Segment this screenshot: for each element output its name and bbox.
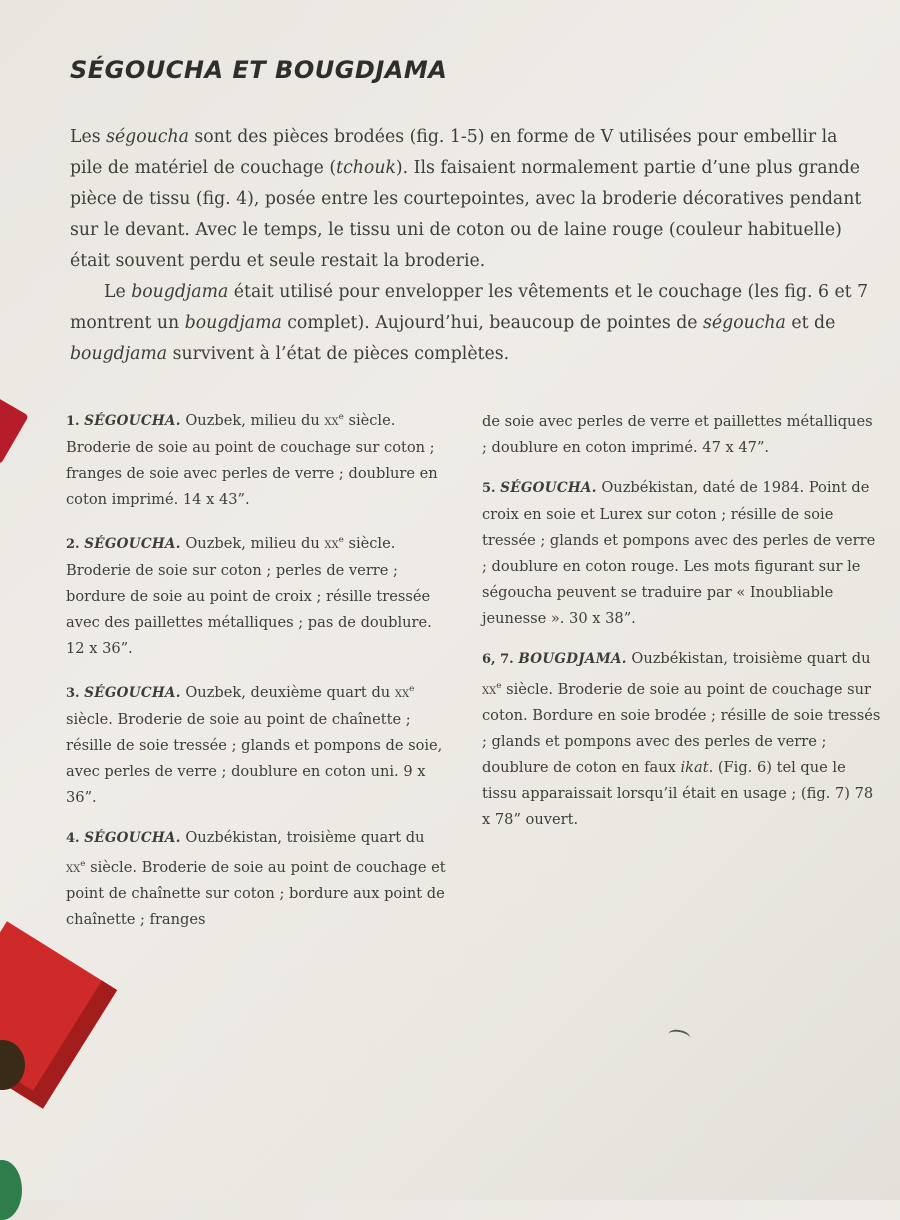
caption-text: Ouzbek, deuxième quart du $xx^e$ siècle. Broderie de soie au point de chaînette ; résille de soie tressée ; glands et pompons de soie, avec perles de verre ; doublure en coton uni. 9 x 36”. (66, 683, 443, 806)
caption-number: 1. (66, 413, 80, 429)
caption-text: Ouzbékistan, troisième quart du $xx^e$ siècle. Broderie de soie au point de couchage et point de chaînette sur coton ; bordure aux point de chaînette ; franges (66, 828, 446, 929)
caption-text: Ouzbékistan, troisième quart du $xx^e$ siècle. Broderie de soie au point de couchage sur coton. Bordure en soie brodée ; résille de soie tressés ; glands et pompons avec des perles de verre ; doublure de coton en faux ikat. (Fig. 6) tel que le tissu apparaissait lorsqu’il était en usage ; (fig. 7) 78 x 78” ouvert. (482, 650, 881, 828)
caption-column-right (482, 409, 882, 847)
caption-label: SÉGOUCHA. (84, 829, 181, 846)
caption-entry (482, 475, 882, 632)
caption-label: SÉGOUCHA. (84, 412, 181, 429)
caption-entry (66, 825, 446, 934)
caption-label: SÉGOUCHA. (500, 480, 597, 496)
page-mark (667, 1028, 691, 1044)
caption-text: Ouzbékistan, daté de 1984. Point de croix en soie et Lurex sur coton ; résille de soie tressée ; glands et pompons avec des perles de verre ; doublure en coton rouge. Les mots figurant sur le ségoucha peuvent se traduire par « Inoubliable jeunesse ». 30 x 38”. (482, 479, 876, 627)
intro-paragraph-2: Le bougdjama était utilisé pour envelopper les vêtements et le couchage (les fig. 6 et 7 montrent un bougdjama complet). Aujourd’hui, beaucoup de pointes de ségoucha et de bougdjama survivent à l’état de pièces complètes. (70, 282, 869, 364)
page-title: SÉGOUCHA ET BOUGDJAMA (70, 56, 448, 84)
caption-number: 2. (66, 536, 80, 552)
caption-entry (66, 404, 446, 513)
caption-number: 5. (482, 481, 496, 496)
caption-column-left (66, 404, 446, 947)
caption-text: Ouzbek, milieu du $xx^e$ siècle. Broderie de soie au point de couchage sur coton ; franges de soie avec perles de verre ; doublure en coton imprimé. 14 x 43”. (66, 411, 438, 508)
caption-entry (482, 646, 882, 833)
caption-label: SÉGOUCHA. (84, 684, 181, 701)
caption-label: BOUGDJAMA. (518, 651, 627, 667)
caption-entry (66, 676, 446, 811)
fabric-green-decoration (0, 1160, 22, 1220)
caption-text: Ouzbek, milieu du $xx^e$ siècle. Broderie de soie sur coton ; perles de verre ; bordure de soie au point de croix ; résille tressée avec des paillettes métalliques ; pas de doublure. 12 x 36”. (66, 534, 432, 657)
caption-entry (66, 527, 446, 662)
caption-number: 4. (66, 830, 80, 846)
caption-continuation: de soie avec perles de verre et paillettes métalliques ; doublure en coton imprimé. 47 x 47”. (482, 413, 873, 456)
caption-label: SÉGOUCHA. (84, 535, 181, 552)
caption-number: 6, 7. (482, 652, 514, 667)
fabric-edge-decoration (0, 392, 29, 464)
caption-number: 3. (66, 685, 80, 701)
intro-paragraph-1: Les ségoucha sont des pièces brodées (fig. 1-5) en forme de V utilisées pour embellir la pile de matériel de couchage (tchouk). Ils faisaient normalement partie d’une plus grande pièce de tissu (fig. 4), posée entre les courtepointes, avec la broderie décoratives pendant sur le devant. Avec le temps, le tissu uni de coton ou de laine rouge (couleur habituelle) était souvent perdu et seule restait la broderie. (70, 127, 862, 271)
intro-text (70, 122, 875, 370)
